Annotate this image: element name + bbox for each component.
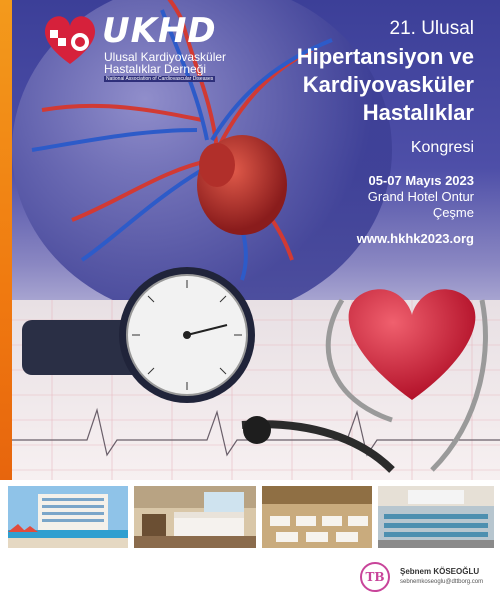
conference-hall-photo	[378, 486, 494, 548]
venue-line-1: Grand Hotel Ontur	[367, 189, 474, 204]
title-line-2: Kardiyovasküler	[302, 72, 474, 97]
congress-website: www.hkhk2023.org	[356, 231, 474, 246]
congress-subtitle: Kongresi	[410, 139, 474, 156]
hotel-exterior-photo	[8, 486, 128, 548]
logo-name-english: National Association of Cardiovascular Diseases	[106, 76, 214, 82]
ukhd-logo	[40, 12, 250, 82]
medical-illustration	[12, 0, 500, 480]
heart-logo-icon	[40, 12, 100, 68]
hotel-restaurant-photo	[262, 486, 372, 548]
venue-line-2: Çeşme	[432, 205, 474, 220]
logo-name-line1: Ulusal Kardiyovasküler	[104, 50, 227, 64]
stethoscope-chestpiece	[243, 416, 271, 444]
congress-edition: 21. Ulusal	[389, 18, 474, 39]
hotel-room-photo	[134, 486, 256, 548]
title-line-1: Hipertansiyon ve	[296, 44, 474, 69]
organizer-footer	[0, 552, 500, 600]
agency-logo: TB	[360, 562, 390, 592]
logo-name-line2: Hastalıklar Derneği	[104, 62, 207, 76]
hotel-photo-strip	[0, 480, 500, 552]
agency-email[interactable]: sebnemkoseoglu@dttborg.com	[400, 579, 484, 585]
logo-acronym: UKHD	[102, 11, 217, 51]
congress-title-block	[224, 18, 474, 247]
title-line-3: Hastalıklar	[362, 100, 474, 125]
congress-date: 05-07 Mayıs 2023	[368, 173, 474, 188]
orange-side-strip	[0, 0, 12, 480]
agency-contact-name: Şebnem KÖSEOĞLU	[400, 567, 480, 576]
